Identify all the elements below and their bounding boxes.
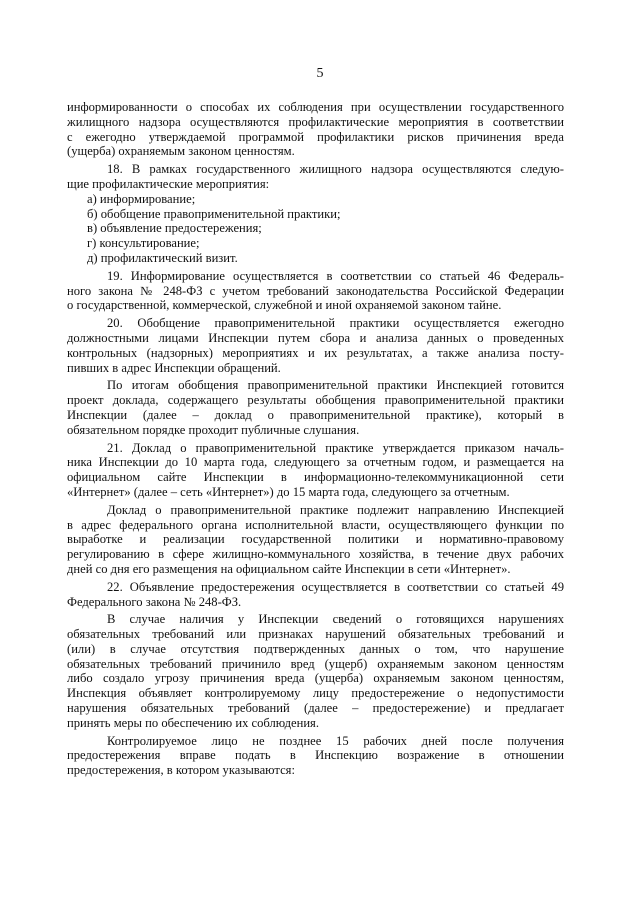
text-line: 21. Доклад о правоприменительной практике утверждается приказом началь- <box>107 440 564 455</box>
text-line: дней со дня его размещения на официальном сайте Инспекции в сети «Интернет». <box>67 561 511 576</box>
text-line: обязательном порядке проходит публичные слушания. <box>67 422 360 437</box>
text-line: предостережения вправе подать в Инспекцию возражение в отношении <box>67 748 564 763</box>
text-line: В случае наличия у Инспекции сведений о готовящихся нарушениях <box>107 612 564 627</box>
text-line: Федерального закона № 248-ФЗ. <box>67 594 242 609</box>
text-line: «Интернет» (далее – сеть «Интернет») до 15 марта года, следующего за отчетным. <box>67 484 510 499</box>
text-line: нарушения обязательных требований (далее – предостережение) и предлагает <box>67 701 564 716</box>
document-body <box>67 100 564 778</box>
text-line: По итогам обобщения правоприменительной практики Инспекцией готовится <box>107 378 564 393</box>
text-line: щие профилактические мероприятия: <box>67 176 270 191</box>
text-line: 19. Информирование осуществляется в соответствии со статьей 46 Федераль- <box>107 268 564 283</box>
text-line: Доклад о правоприменительной практике подлежит направлению Инспекцией <box>107 502 564 517</box>
text-line: информированности о способах их соблюдения при осуществлении государственного <box>67 100 564 114</box>
text-line: Инспекции (далее – доклад о правоприменительной практике), который в <box>67 407 564 422</box>
text-line: Контролируемое лицо не позднее 15 рабочих дней после получения <box>107 733 564 748</box>
text-line: 18. В рамках государственного жилищного надзора осуществляются следую- <box>107 162 564 177</box>
text-line: обязательных требований или признаках нарушений обязательных требований и <box>67 627 564 642</box>
text-line: в адрес федерального органа исполнительной власти, осуществляющего функции по <box>67 517 564 532</box>
text-line: либо создало угрозу причинения вреда (ущерба) охраняемым законом ценностям, <box>67 671 564 686</box>
text-line: жилищного надзора осуществляются профилактические мероприятия в соответствии <box>67 114 564 129</box>
text-line: контрольных (надзорных) мероприятиях и их результатах, а также анализа посту- <box>67 345 564 360</box>
page-number: 5 <box>316 66 324 81</box>
text-line: предостережения, в котором указываются: <box>67 763 295 778</box>
list-item: г) консультирование; <box>87 236 200 251</box>
text-line: (или) в случае отсутствия подтвержденных данных о том, что нарушение <box>67 641 564 656</box>
text-line: пивших в адрес Инспекции обращений. <box>67 360 281 375</box>
list-item: д) профилактический визит. <box>87 250 238 265</box>
text-line: с ежегодно утверждаемой программой профилактики рисков причинения вреда <box>67 129 564 144</box>
text-line: регулированию в сфере жилищно-коммунального хозяйства, в течение двух рабочих <box>67 547 564 562</box>
text-line: проект доклада, содержащего результаты обобщения правоприменительной практики <box>67 393 564 408</box>
list-item: в) объявление предостережения; <box>87 221 262 236</box>
text-line: (ущерба) охраняемым законом ценностям. <box>67 144 295 159</box>
text-line: ного закона № 248-ФЗ с учетом требований законодательства Российской Федерации <box>67 283 564 298</box>
text-line: 22. Объявление предостережения осуществляется в соответствии со статьей 49 <box>107 579 564 594</box>
text-line: 20. Обобщение правоприменительной практики осуществляется ежегодно <box>107 316 564 331</box>
text-line: официальном сайте Инспекции в информационно-телекоммуникационной сети <box>67 470 564 485</box>
text-line: выработке и реализации государственной политики и нормативно-правовому <box>67 532 564 547</box>
text-line: ника Инспекции до 10 марта года, следующего за отчетным годом, и размещается на <box>67 455 564 470</box>
text-line: о государственной, коммерческой, служебной и иной охраняемой законом тайне. <box>67 298 502 313</box>
list-item: а) информирование; <box>87 191 196 206</box>
text-line: принять меры по обеспечению их соблюдения. <box>67 715 319 730</box>
text-line: должностными лицами Инспекции путем сбора и анализа данных о проведенных <box>67 330 564 345</box>
text-line: обязательных требований причинило вред (ущерб) охраняемым законом ценностям <box>67 656 564 671</box>
text-line: Инспекция объявляет контролируемому лицу предостережение о недопустимости <box>67 686 564 701</box>
list-item: б) обобщение правоприменительной практики; <box>87 206 341 221</box>
